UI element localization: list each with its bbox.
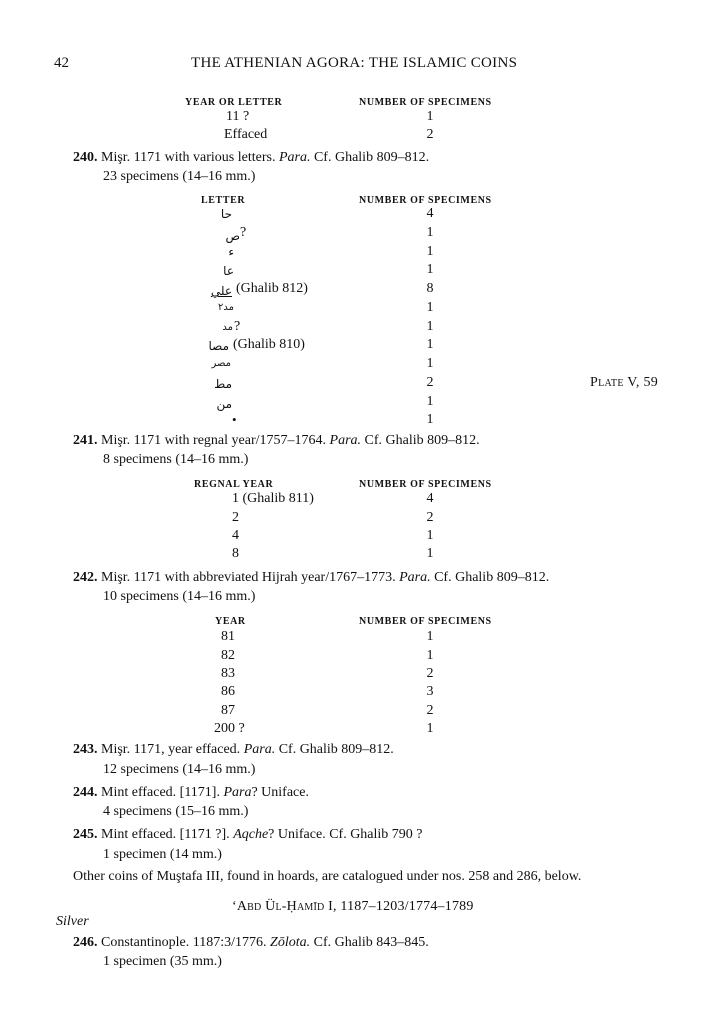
row-count: 4	[426, 206, 434, 221]
table-row-label: 82	[221, 648, 235, 663]
table-top-col1-header: YEAR OR LETTER	[185, 97, 283, 108]
table-row	[160, 394, 460, 412]
table-row-count: 1	[426, 546, 434, 561]
entry-specimens: 1 specimen (14 mm.)	[103, 847, 222, 862]
row-count: 1	[426, 412, 434, 427]
table-top-row-label: 11 ?	[226, 109, 250, 124]
arabic-letter: ص	[225, 229, 240, 243]
table-top-row-count: 2	[426, 127, 434, 142]
table-row-label: 81	[221, 629, 235, 644]
entry-denomination: Para	[223, 785, 252, 800]
catalogue-entry-242	[73, 570, 549, 586]
table-row-count: 2	[426, 666, 434, 681]
table-row-label: 1 (Ghalib 811)	[232, 491, 314, 506]
entry-denomination: Para.	[329, 433, 362, 448]
entry-text: Mint effaced. [1171].	[101, 785, 224, 800]
row-count: 1	[426, 337, 434, 352]
table-row	[160, 319, 460, 337]
table-row-label: 8	[232, 546, 239, 561]
catalogue-entry-241	[73, 433, 480, 449]
entry-number: 246.	[73, 935, 98, 950]
catalogue-entry-244	[73, 785, 309, 801]
table-row	[160, 262, 460, 280]
table-row-count: 1	[426, 528, 434, 543]
entry-text: Mişr. 1171 with abbreviated Hijrah year/1767–1773.	[101, 570, 400, 585]
table-row-label: 4	[232, 528, 239, 543]
row-count: 1	[426, 356, 434, 371]
table-row	[160, 375, 460, 393]
table-row-label: 86	[221, 684, 235, 699]
entry-denomination: Para.	[399, 570, 431, 585]
entry-text-cont: Cf. Ghalib 809–812.	[310, 150, 430, 165]
entry-text-cont: ? Uniface.	[251, 785, 309, 800]
row-note: (Ghalib 810)	[233, 337, 305, 352]
entry-text-cont: ? Uniface. Cf. Ghalib 790 ?	[268, 827, 423, 842]
row-note: (Ghalib 812)	[236, 281, 308, 296]
table-row-count: 2	[426, 703, 434, 718]
cross-reference-note: Other coins of Muştafa III, found in hoards, are catalogued under nos. 258 and 286, below.	[73, 869, 582, 884]
entry-denomination: Aqche	[233, 827, 269, 842]
entry-text: Mişr. 1171 with regnal year/1757–1764.	[101, 433, 330, 448]
row-note: ?	[240, 225, 247, 240]
entry-denomination: Para.	[278, 150, 311, 165]
entry-specimens: 8 specimens (14–16 mm.)	[103, 452, 249, 467]
table-row	[160, 356, 460, 374]
entry-number: 240.	[73, 150, 98, 165]
entry-text-cont: Cf. Ghalib 809–812.	[275, 742, 394, 757]
table-top-row-label: Effaced	[224, 127, 268, 142]
arabic-letter: مط	[214, 377, 232, 391]
entry-text: Constantinople. 1187:3/1776.	[101, 935, 271, 950]
table-241-col2-header: NUMBER OF SPECIMENS	[359, 479, 492, 490]
table-241-col1-header: REGNAL YEAR	[194, 479, 274, 490]
catalogue-entry-245	[73, 827, 423, 843]
table-row	[160, 244, 460, 262]
table-row	[160, 281, 460, 299]
entry-text: Mişr. 1171 with various letters.	[101, 150, 279, 165]
entry-denomination: Zōlota.	[270, 935, 311, 950]
entry-specimens: 4 specimens (15–16 mm.)	[103, 804, 249, 819]
arabic-letter: ء	[228, 245, 234, 259]
catalogue-entry-243	[73, 742, 394, 758]
entry-specimens: 23 specimens (14–16 mm.)	[103, 169, 256, 184]
table-row	[160, 225, 460, 243]
table-row	[160, 300, 460, 318]
arabic-letter: مصر	[211, 358, 231, 369]
table-top-col2-header: NUMBER OF SPECIMENS	[359, 97, 492, 108]
table-row	[160, 412, 460, 430]
entry-text-cont: Cf. Ghalib 809–812.	[430, 570, 550, 585]
arabic-letter: مد	[222, 322, 233, 333]
entry-number: 243.	[73, 742, 98, 757]
arabic-letter: مصا	[208, 339, 229, 353]
table-240-col2-header: NUMBER OF SPECIMENS	[359, 195, 492, 206]
catalogue-entry-246	[73, 935, 429, 951]
arabic-letter: علي	[210, 284, 232, 298]
table-row-label: 83	[221, 666, 235, 681]
arabic-letter: من	[216, 397, 232, 411]
entry-number: 244.	[73, 785, 98, 800]
table-row-label: 87	[221, 703, 235, 718]
row-count: 8	[426, 281, 434, 296]
entry-specimens: 10 specimens (14–16 mm.)	[103, 589, 256, 604]
row-count: 1	[426, 300, 434, 315]
entry-number: 242.	[73, 570, 98, 585]
table-row-count: 4	[426, 491, 434, 506]
row-count: 1	[426, 225, 434, 240]
entry-number: 241.	[73, 433, 98, 448]
table-top-row-count: 1	[426, 109, 434, 124]
entry-text-cont: Cf. Ghalib 809–812.	[361, 433, 480, 448]
catalogue-entry-240	[73, 150, 429, 166]
table-row-count: 1	[426, 629, 434, 644]
table-242-col1-header: YEAR	[215, 616, 246, 627]
entry-specimens: 1 specimen (35 mm.)	[103, 954, 222, 969]
row-count: 1	[426, 319, 434, 334]
page-number: 42	[54, 55, 69, 71]
arabic-letter: حا	[220, 207, 232, 221]
row-note: ?	[234, 319, 241, 334]
entry-denomination: Para.	[243, 742, 276, 757]
running-title: THE ATHENIAN AGORA: THE ISLAMIC COINS	[191, 55, 518, 71]
table-row-label: 2	[232, 510, 239, 525]
table-row-count: 3	[426, 684, 434, 699]
entry-text: Mint effaced. [1171 ?].	[101, 827, 234, 842]
table-240-col1-header: LETTER	[201, 195, 246, 206]
entry-specimens: 12 specimens (14–16 mm.)	[103, 762, 256, 777]
table-242-col2-header: NUMBER OF SPECIMENS	[359, 616, 492, 627]
plate-reference: Plate V, 59	[590, 375, 659, 390]
row-count: 1	[426, 394, 434, 409]
entry-number: 245.	[73, 827, 98, 842]
dot-marker: •	[232, 412, 237, 427]
table-row-count: 2	[426, 510, 434, 525]
table-row-count: 1	[426, 648, 434, 663]
metal-label: Silver	[56, 914, 89, 929]
row-count: 2	[426, 375, 434, 390]
table-row	[160, 337, 460, 355]
arabic-letter: مد٢	[218, 302, 234, 313]
table-row-count: 1	[426, 721, 434, 736]
entry-text: Mişr. 1171, year effaced.	[101, 742, 244, 757]
table-row	[160, 206, 460, 224]
row-count: 1	[426, 262, 434, 277]
entry-text-cont: Cf. Ghalib 843–845.	[310, 935, 429, 950]
arabic-letter: عا	[223, 264, 234, 278]
table-row-label: 200 ?	[214, 721, 245, 736]
section-heading: ʻAbd Ül-Ḥamīd I, 1187–1203/1774–1789	[232, 899, 474, 914]
row-count: 1	[426, 244, 434, 259]
